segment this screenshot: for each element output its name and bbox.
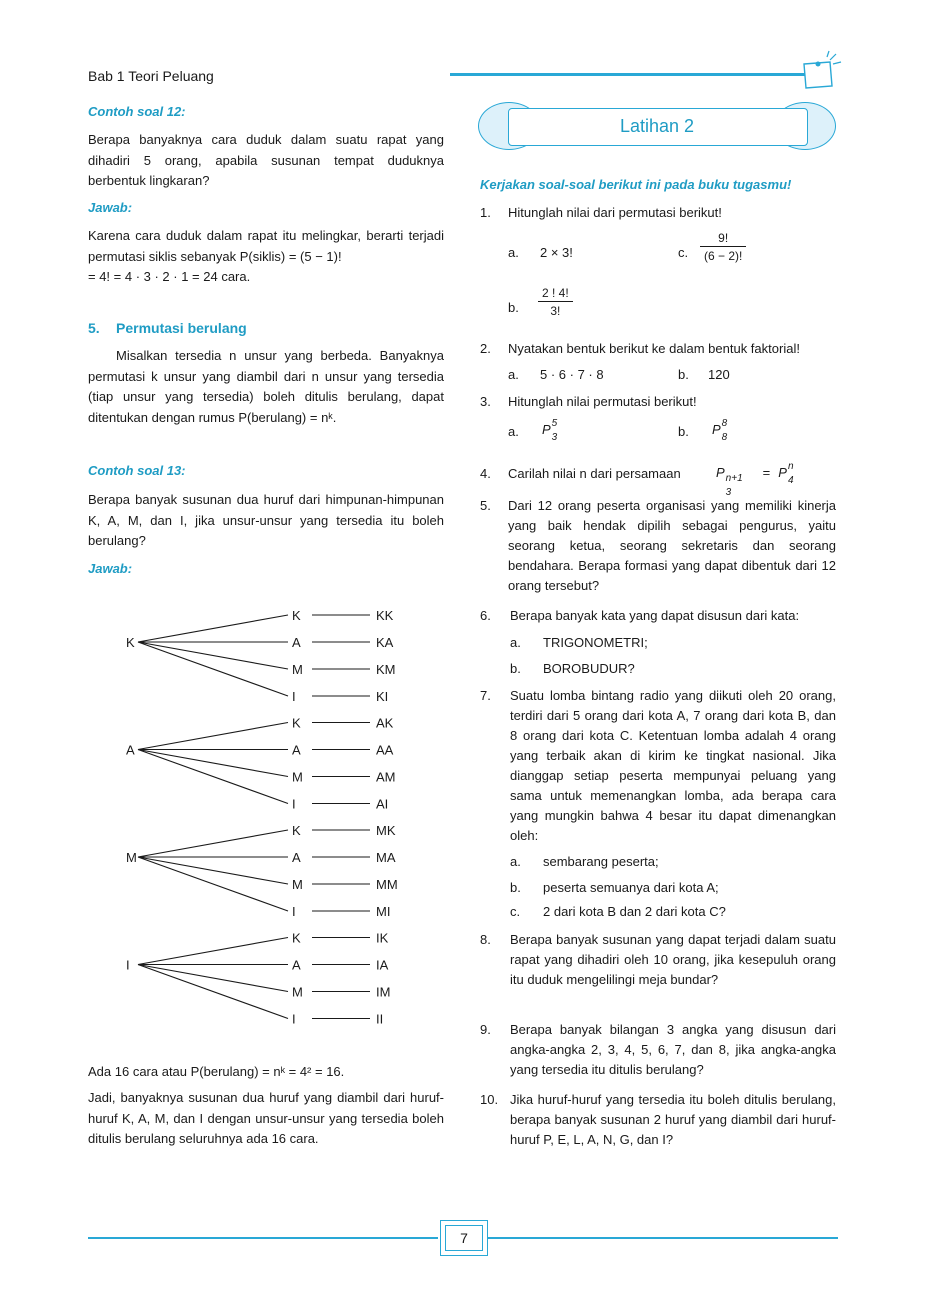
tree-leaf-M: M xyxy=(292,877,303,892)
tree-leaf-I: I xyxy=(292,689,296,704)
tree-result: KA xyxy=(376,635,394,650)
tree-leaf-A: A xyxy=(292,635,301,650)
note-pin-icon xyxy=(800,50,844,90)
tree-leaf-I: I xyxy=(292,904,296,919)
question-7: 7. Suatu lomba bintang radio yang diikuti oleh 20 orang, terdiri dari 5 orang dari kota A, 7 orang dari kota B, dan 8 orang dari kota C. Ketentuan lomba adalah 4 orang yang terbaik akan di kirim ke tingkat nasional. Jika dianggap setiap peserta mempunyai peluang yang sama untuk memenangkan lomba, ada berapa cara yang mungkin bahwa 4 besar itu dapat dimenangkan oleh: xyxy=(480,688,836,843)
tree-branch xyxy=(138,830,288,857)
example-12-answer-2: = 4! = 4 · 3 · 2 · 1 = 24 cara. xyxy=(88,269,251,284)
q1-c-fraction: $\frac{9!}{(6 - 2)!}$ xyxy=(700,230,746,265)
tree-result: MI xyxy=(376,904,391,919)
tree-result: KM xyxy=(376,662,396,677)
tree-branch xyxy=(138,642,288,669)
question-1: 1. Hitunglah nilai dari permutasi berikut! xyxy=(480,205,722,220)
q7-b-text: peserta semuanya dari kota A; xyxy=(543,880,719,895)
footer-rule-right xyxy=(488,1237,838,1239)
section-5-text: Misalkan tersedia n unsur yang berbeda. Banyaknya permutasi k unsur yang diambil dari n unsur yang tersedia (tiap unsur yang tersedia) boleh ditulis berulang, dapat ditentukan dengan rumus P(berulang) = nᵏ. xyxy=(88,348,444,425)
tree-branch xyxy=(138,857,288,911)
tree-leaf-A: A xyxy=(292,957,301,973)
tree-branch xyxy=(138,750,288,777)
question-5: 5. Dari 12 orang peserta organisasi yang memiliki kinerja yang baik hendak dipilih sebagai pengurus, yaitu seorang ketua, seorang sekretaris dan seorang bendahara. Berapa formasi yang dapat dibentuk dari 12 orang tersebut? xyxy=(480,498,836,593)
tree-result: MM xyxy=(376,877,398,892)
tree-root-A: A xyxy=(126,742,135,758)
q3-b-label: b. xyxy=(678,424,689,439)
question-10: 10. Jika huruf-huruf yang tersedia itu boleh ditulis berulang, berapa banyak susunan 2 huruf yang diambil dari huruf-huruf P, E, L, A, N, G, dan I? xyxy=(480,1092,836,1147)
q3-a-label: a. xyxy=(508,424,519,439)
q2-b-expr: 120 xyxy=(708,367,730,382)
q7-c-text: 2 dari kota B dan 2 dari kota C? xyxy=(543,904,726,919)
tree-leaf-A: A xyxy=(292,850,301,865)
example-13-question: Berapa banyak susunan dua huruf dari himpunan-himpunan K, A, M, dan I, jika unsur-unsur yang tersedia itu boleh berulang? xyxy=(88,492,444,548)
tree-leaf-K: K xyxy=(292,930,301,946)
exercise-instruction: Kerjakan soal-soal berikut ini pada buku tugasmu! xyxy=(480,177,792,192)
example-12-title: Contoh soal 12: xyxy=(88,104,186,119)
tree-leaf-K: K xyxy=(292,715,301,731)
page-number: 7 xyxy=(445,1225,483,1251)
tree-result: II xyxy=(376,1011,384,1027)
tree-leaf-K: K xyxy=(292,608,301,623)
tree-result: IA xyxy=(376,957,389,973)
tree-branch xyxy=(138,723,288,750)
tree-leaf-K: K xyxy=(292,823,301,838)
tree-result: IM xyxy=(376,984,391,1000)
q3-b-expr: P 8 8 xyxy=(712,418,728,443)
question-8: 8. Berapa banyak susunan yang dapat terjadi dalam suatu rapat yang dihadiri oleh 10 orang, jika kesepuluh orang itu duduk mengelilingi meja bundar? xyxy=(480,932,836,987)
tree-result: AI xyxy=(376,796,389,812)
tree-root-M: M xyxy=(126,850,137,865)
q2-a-expr: 5 · 6 · 7 · 8 xyxy=(540,367,604,382)
tree-leaf-M: M xyxy=(292,984,303,1000)
tree-root-I: I xyxy=(126,957,130,973)
q7-c-label: c. xyxy=(510,904,521,919)
section-5-title: Permutasi berulang xyxy=(116,320,247,336)
header-rule xyxy=(450,73,806,76)
banner-title: Latihan 2 xyxy=(619,116,695,136)
example-12-answer-label: Jawab: xyxy=(88,200,133,215)
q2-a-label: a. xyxy=(508,367,519,382)
q1-c-label: c. xyxy=(678,245,689,260)
latihan-banner xyxy=(478,102,836,150)
q7-b-label: b. xyxy=(510,880,521,895)
q6-a-label: a. xyxy=(510,635,521,650)
q6-a-text: TRIGONOMETRI; xyxy=(543,635,648,650)
example-13-answer-label: Jawab: xyxy=(88,561,133,576)
tree-branch xyxy=(138,642,288,696)
tree-branch xyxy=(138,615,288,642)
tree-leaf-A: A xyxy=(292,742,301,758)
tree-result: AM xyxy=(376,769,396,785)
q6-b-text: BOROBUDUR? xyxy=(543,661,635,676)
q4-equation: P n+1 3 = P n 4 xyxy=(716,461,794,498)
q1-b-label: b. xyxy=(508,300,519,315)
tree-branch xyxy=(138,965,288,992)
tree-leaf-I: I xyxy=(292,1011,296,1027)
tree-result: KK xyxy=(376,608,394,623)
tree-result: KI xyxy=(376,689,389,704)
summary-1: Ada 16 cara atau P(berulang) = nᵏ = 4² = 16. xyxy=(88,1064,345,1079)
tree-result: AA xyxy=(376,742,394,758)
question-4: 4. Carilah nilai n dari persamaan xyxy=(480,466,681,481)
q6-b-label: b. xyxy=(510,661,521,676)
question-9: 9. Berapa banyak bilangan 3 angka yang disusun dari angka-angka 2, 3, 4, 5, 6, 7, dan 8, jika angka-angka yang tersedia itu ditulis berulang? xyxy=(480,1022,836,1077)
q7-a-label: a. xyxy=(510,854,521,869)
chapter-header: Bab 1 Teori Peluang xyxy=(88,68,214,84)
tree-leaf-I: I xyxy=(292,796,296,812)
example-12-question: Berapa banyaknya cara duduk dalam suatu rapat yang dihadiri 5 orang, apabila susunan tempat duduknya berbentuk lingkaran? xyxy=(88,132,444,188)
q1-a-expr: 2 × 3! xyxy=(540,245,573,260)
tree-branch xyxy=(138,750,288,804)
question-6: 6. Berapa banyak kata yang dapat disusun dari kata: xyxy=(480,608,800,623)
tree-branch xyxy=(138,965,288,1019)
tree-leaf-M: M xyxy=(292,662,303,677)
tree-result: MK xyxy=(376,823,396,838)
page-number-box xyxy=(440,1220,488,1256)
tree-leaf-M: M xyxy=(292,769,303,785)
tree-diagram xyxy=(0,0,460,1050)
q3-a-expr: P 5 3 xyxy=(542,418,558,443)
tree-result: AK xyxy=(376,715,394,731)
tree-result: MA xyxy=(376,850,396,865)
q7-a-text: sembarang peserta; xyxy=(543,854,659,869)
q2-b-label: b. xyxy=(678,367,689,382)
q1-b-fraction: $\frac{2 ! 4!}{3!}$ xyxy=(538,285,573,320)
question-2: 2. Nyatakan bentuk berikut ke dalam bentuk faktorial! xyxy=(480,341,800,356)
example-13-title: Contoh soal 13: xyxy=(88,463,186,478)
q1-a-label: a. xyxy=(508,245,519,260)
question-3: 3. Hitunglah nilai permutasi berikut! xyxy=(480,394,697,409)
tree-branch xyxy=(138,857,288,884)
tree-result: IK xyxy=(376,930,389,946)
section-5-number: 5. xyxy=(88,320,100,336)
tree-root-K: K xyxy=(126,635,135,650)
tree-branch xyxy=(138,938,288,965)
summary-2: Jadi, banyaknya susunan dua huruf yang diambil dari huruf-huruf K, A, M, dan I dengan unsur-unsur yang tersedia boleh ditulis berulang seluruhnya ada 16 cara. xyxy=(88,1090,444,1146)
example-12-answer-1: Karena cara duduk dalam rapat itu melingkar, berarti terjadi permutasi siklis sebanyak P(siklis) = (5 − 1)! xyxy=(88,228,444,264)
footer-rule-left xyxy=(88,1237,438,1239)
